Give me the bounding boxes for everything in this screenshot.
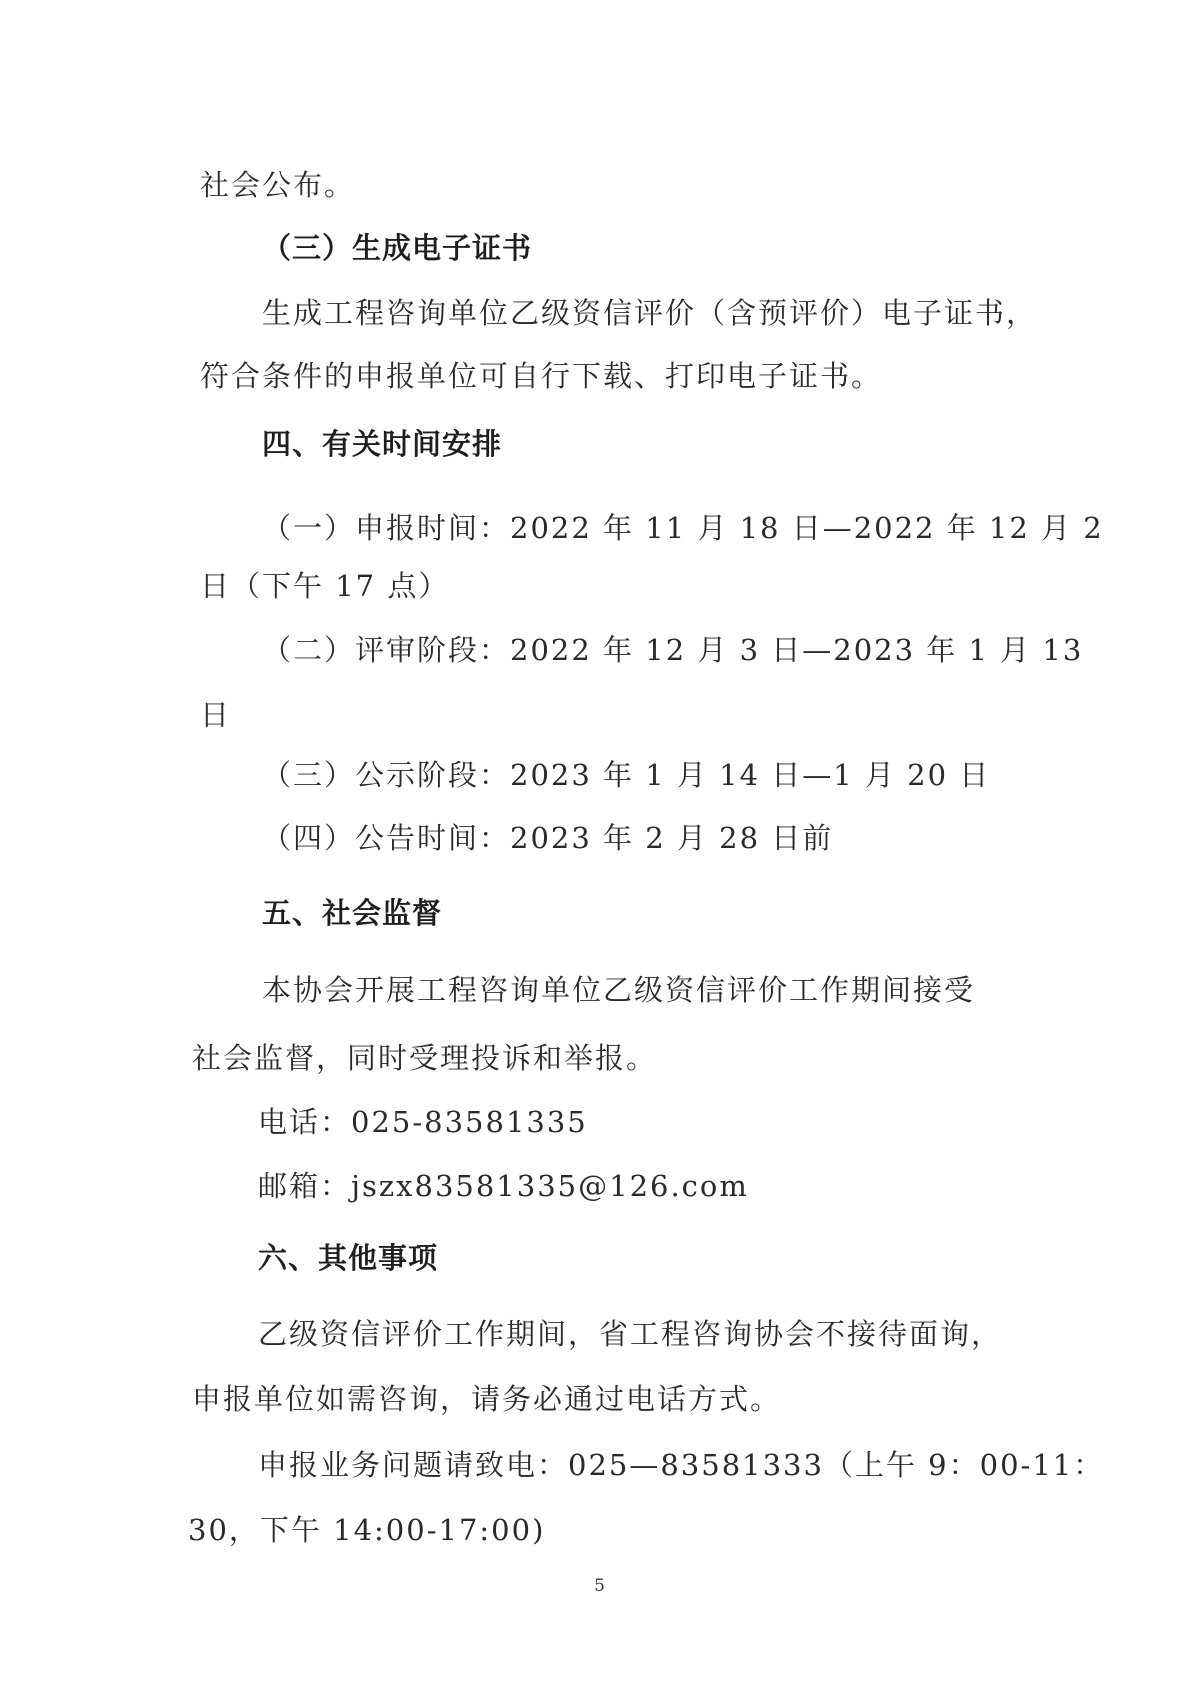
section-heading: 四、有关时间安排 (262, 427, 503, 461)
section-heading: 六、其他事项 (258, 1241, 439, 1275)
paragraph-line: 申报单位如需咨询，请务必通过电话方式。 (192, 1382, 782, 1416)
paragraph-line: 社会公布。 (200, 168, 356, 202)
paragraph-line: 申报业务问题请致电：025—83581333（上午 9：00-11： (258, 1448, 1105, 1482)
paragraph-line: 符合条件的申报单位可自行下载、打印电子证书。 (200, 359, 883, 393)
paragraph-line: 日（下午 17 点） (200, 569, 450, 603)
section-heading: 五、社会监督 (262, 896, 443, 930)
paragraph-line: （四）公告时间：2023 年 2 月 28 日前 (262, 821, 834, 855)
paragraph-line: 日 (200, 698, 232, 732)
phone-line: 电话：025-83581335 (258, 1105, 588, 1139)
page-number: 5 (594, 1576, 605, 1596)
paragraph-line: （一）申报时间：2022 年 11 月 18 日—2022 年 12 月 2 (262, 511, 1104, 545)
paragraph-line: （三）公示阶段：2023 年 1 月 14 日—1 月 20 日 (262, 758, 991, 792)
paragraph-line: 乙级资信评价工作期间，省工程咨询协会不接待面询， (258, 1317, 1003, 1351)
paragraph-line: 社会监督，同时受理投诉和举报。 (192, 1041, 658, 1075)
email-line: 邮箱：jszx83581335@126.com (258, 1169, 749, 1203)
section-heading: （三）生成电子证书 (262, 231, 533, 265)
paragraph-line: 生成工程咨询单位乙级资信评价（含预评价）电子证书， (262, 296, 1038, 330)
paragraph-line: 30，下午 14:00-17:00) (188, 1513, 546, 1547)
paragraph-line: （二）评审阶段：2022 年 12 月 3 日—2023 年 1 月 13 (262, 633, 1084, 667)
paragraph-line: 本协会开展工程咨询单位乙级资信评价工作期间接受 (262, 973, 976, 1007)
